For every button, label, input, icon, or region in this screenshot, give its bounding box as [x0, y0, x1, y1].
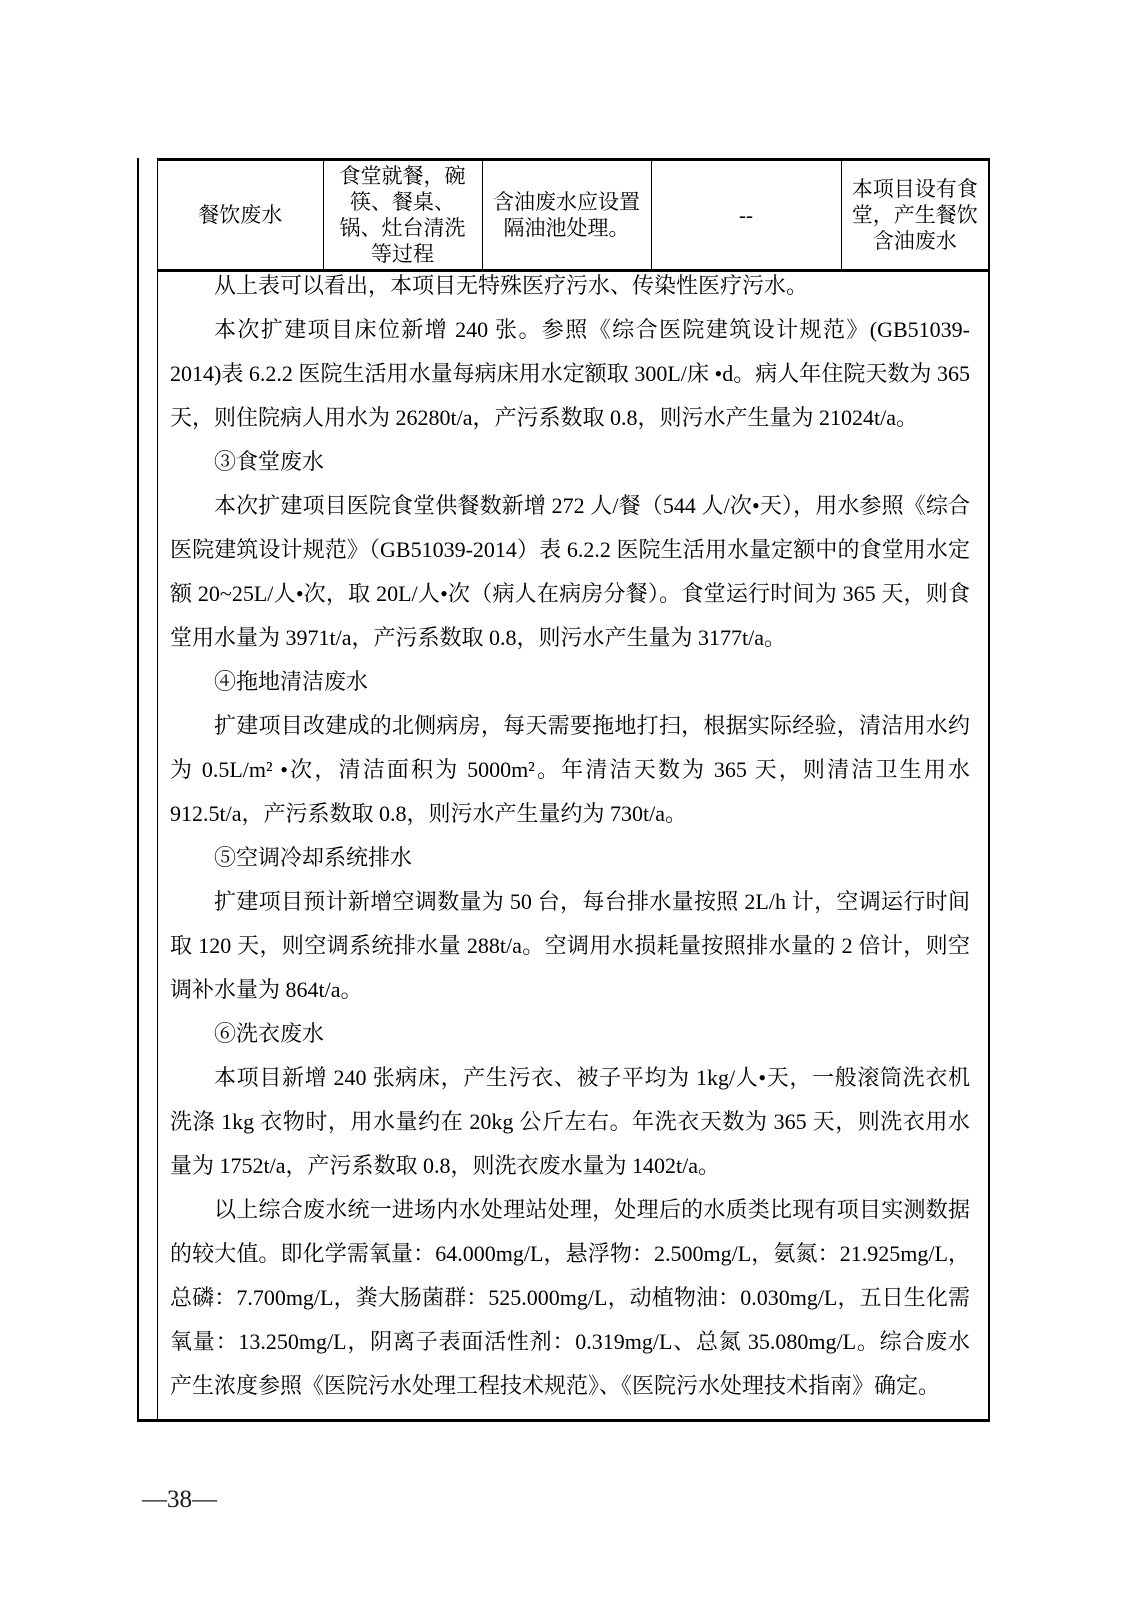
form-table-frame [137, 158, 990, 1422]
paragraph-summary: 从上表可以看出，本项目无特殊医疗污水、传染性医疗污水。 [214, 273, 809, 298]
table-cell-pollutant-name: 餐饮废水 [198, 203, 283, 227]
paragraph-mopping-water: 扩建项目改建成的北侧病房，每天需要拖地打扫，根据实际经验，清洁用水约为 0.5L/m² •次，清洁面积为 5000m²。年清洁天数为 365 天，则清洁卫生用水 912.5t/a，产污系数取 0.8，则污水产生量约为 730t/a。 [170, 713, 970, 826]
paragraph-inpatient-water: 本次扩建项目床位新增 240 张。参照《综合医院建筑设计规范》(GB51039-2014)表 6.2.2 医院生活用水量每病床用水定额取 300L/床 •d。病人年住院天数为 365 天，则住院病人用水为 26280t/a，产污系数取 0.8，则污水产生量为 21024t/a。 [170, 317, 970, 430]
paragraph-combined-wastewater-quality: 以上综合废水统一进场内水处理站处理，处理后的水质类比现有项目实测数据的较大值。即化学需氧量：64.000mg/L，悬浮物：2.500mg/L，氨氮：21.925mg/L，总磷：7.700mg/L，粪大肠菌群：525.000mg/L，动植物油：0.030mg/L，五日生化需氧量：13.250mg/L，阴离子表面活性剂：0.319mg/L、总氮 35.080mg/L。综合废水产生浓度参照《医院污水处理工程技术规范》、《医院污水处理技术指南》确定。 [170, 1197, 970, 1398]
body-text-area [170, 264, 970, 1408]
table-cell-source-process: 食堂就餐，碗筷、餐桌、锅、灶台清洗等过程 [323, 160, 482, 271]
table-cell-treatment-measure: 含油废水应设置隔油池处理。 [482, 160, 651, 271]
heading-laundry-wastewater: ⑥洗衣废水 [214, 1021, 325, 1046]
wastewater-table [158, 158, 988, 272]
heading-mopping-wastewater: ④拖地清洁废水 [214, 669, 369, 694]
table-row-catering-wastewater [158, 160, 988, 271]
paragraph-canteen-water: 本次扩建项目医院食堂供餐数新增 272 人/餐（544 人/次•天），用水参照《综合医院建筑设计规范》（GB51039-2014）表 6.2.2 医院生活用水量定额中的食堂用水定额 20~25L/人•次，取 20L/人•次（病人在病房分餐）。食堂运行时间为 365 天，则食堂用水量为 3971t/a，产污系数取 0.8，则污水产生量为 3177t/a。 [170, 493, 970, 650]
left-column-divider [157, 158, 158, 1419]
paragraph-laundry-water: 本项目新增 240 张病床，产生污衣、被子平均为 1kg/人•天，一般滚筒洗衣机洗涤 1kg 衣物时，用水量约在 20kg 公斤左右。年洗衣天数为 365 天，则洗衣用水量为 1752t/a，产污系数取 0.8，则洗衣废水量为 1402t/a。 [170, 1065, 970, 1178]
table-cell-remark: 本项目设有食堂，产生餐饮含油废水 [841, 160, 988, 271]
paragraph-ac-water: 扩建项目预计新增空调数量为 50 台，每台排水量按照 2L/h 计，空调运行时间取 120 天，则空调系统排水量 288t/a。空调用水损耗量按照排水量的 2 倍计，则空调补水量为 864t/a。 [170, 889, 970, 1002]
page-number: —38— [142, 1486, 217, 1513]
heading-canteen-wastewater: ③食堂废水 [214, 449, 325, 474]
table-cell-standard: -- [651, 160, 841, 271]
heading-ac-cooling-drainage: ⑤空调冷却系统排水 [214, 845, 413, 870]
